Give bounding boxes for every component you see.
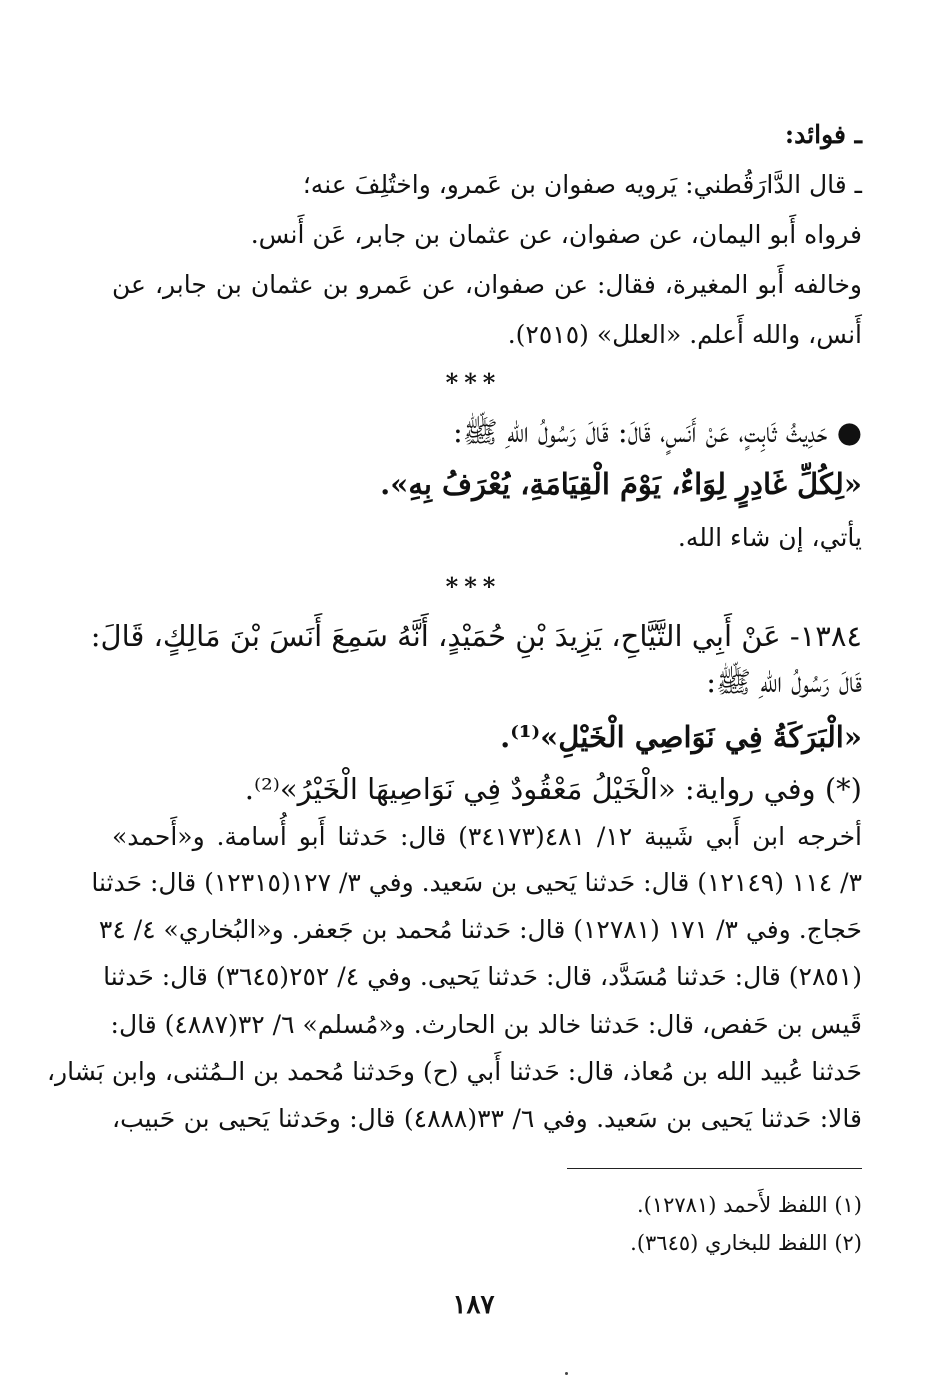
page-number: ١٨٧ — [452, 1290, 495, 1320]
benefits-heading: ـ فوائد: — [784, 120, 862, 149]
benefits-line: ـ قال الدَّارَقُطني: يَرويه صفوان بن عَمرو، واختُلِفَ عنه؛ — [302, 170, 862, 199]
hadith-isnad: ١٣٨٤- عَنْ أَبِي التَّيَّاحِ، يَزِيدَ بْنِ حُمَيْدٍ، أَنَّهُ سَمِعَ أَنَسَ بْنَ مَالِكٍ، قَالَ: — [90, 619, 862, 653]
hadith-matn: «الْبَرَكَةُ فِي نَوَاصِي الْخَيْلِ»⁽¹⁾. — [500, 720, 862, 754]
benefits-line: فرواه أَبو اليمان، عن صفوان، عن عثمان بن جابر، عَن أَنس. — [250, 220, 862, 249]
benefits-line: وخالفه أَبو المغيرة، فقال: عن صفوان، عن عَمرو بن عثمان بن جابر، عن — [112, 270, 862, 299]
takhrij-line: ٣/ ١١٤ (١٢١٤٩) قال: حَدثنا يَحيى بن سَعيد. وفي ٣/ ١٢٧(١٢٣١٥) قال: حَدثنا — [91, 868, 862, 897]
footnote-divider — [567, 1168, 862, 1169]
takhrij-line: (٢٨٥١) قال: حَدثنا مُسَدَّد، قال: حَدثنا يَحيى. وفي ٤/ ٢٥٢(٣٦٤٥) قال: حَدثنا — [103, 962, 862, 991]
bullet-icon: ● — [836, 415, 862, 449]
hadith-matn: «لِكُلِّ غَادِرٍ لِوَاءٌ، يَوْمَ الْقِيَامَةِ، يُعْرَفُ بِهِ». — [380, 467, 862, 501]
hadith-line — [112, 410, 862, 454]
takhrij-line: حَجاج. وفي ٣/ ١٧١ (١٢٧٨١) قال: حَدثنا مُحمد بن جَعفر. و«البُخاري» ٤/ ٣٤ — [98, 915, 862, 944]
takhrij-line: أخرجه ابن أَبي شَيبة ١٢/ ٤٨١(٣٤١٧٣) قال: حَدثنا أَبو أُسامة. و«أَحمد» — [112, 822, 862, 851]
footnote: (٢) اللفظ للبخاري (٣٦٤٥). — [630, 1231, 862, 1255]
takhrij-line: قالا: حَدثنا يَحيى بن سَعيد. وفي ٦/ ٣٣(٤٨٨٨) قال: وحَدثنا يَحيى بن حَبيب، — [112, 1104, 862, 1133]
takhrij-line: حَدثنا عُبيد الله بن مُعاذ، قال: حَدثنا أَبي (ح) وحَدثنا مُحمد بن الـمُثنى، وابن بَشار، — [46, 1057, 862, 1086]
benefits-line: أَنس، والله أَعلم. «العلل» (٢٥١٥). — [507, 320, 862, 349]
hadith-isnad: قَالَ رَسُولُ اللهِ ﷺ: — [706, 665, 862, 699]
section-separator: *** — [445, 368, 502, 397]
scan-speck — [565, 1372, 568, 1375]
hadith-text: حَدِيثُ ثَابِتٍ، عَنْ أَنَسٍ، قَالَ: قَالَ رَسُولُ اللهِ ﷺ: — [452, 415, 828, 449]
takhrij-line: قَيس بن حَفص، قال: حَدثنا خالد بن الحارث. و«مُسلم» ٦/ ٣٢(٤٨٨٧) قال: — [110, 1010, 862, 1039]
cross-reference-note: يأتي، إن شاء الله. — [677, 523, 862, 552]
section-separator: *** — [445, 572, 502, 601]
hadith-variant: (*) وفي رواية: «الْخَيْلُ مَعْقُودٌ فِي نَوَاصِيهَا الْخَيْرُ»⁽²⁾. — [244, 772, 862, 806]
footnote: (١) اللفظ لأَحمد (١٢٧٨١). — [636, 1193, 862, 1217]
